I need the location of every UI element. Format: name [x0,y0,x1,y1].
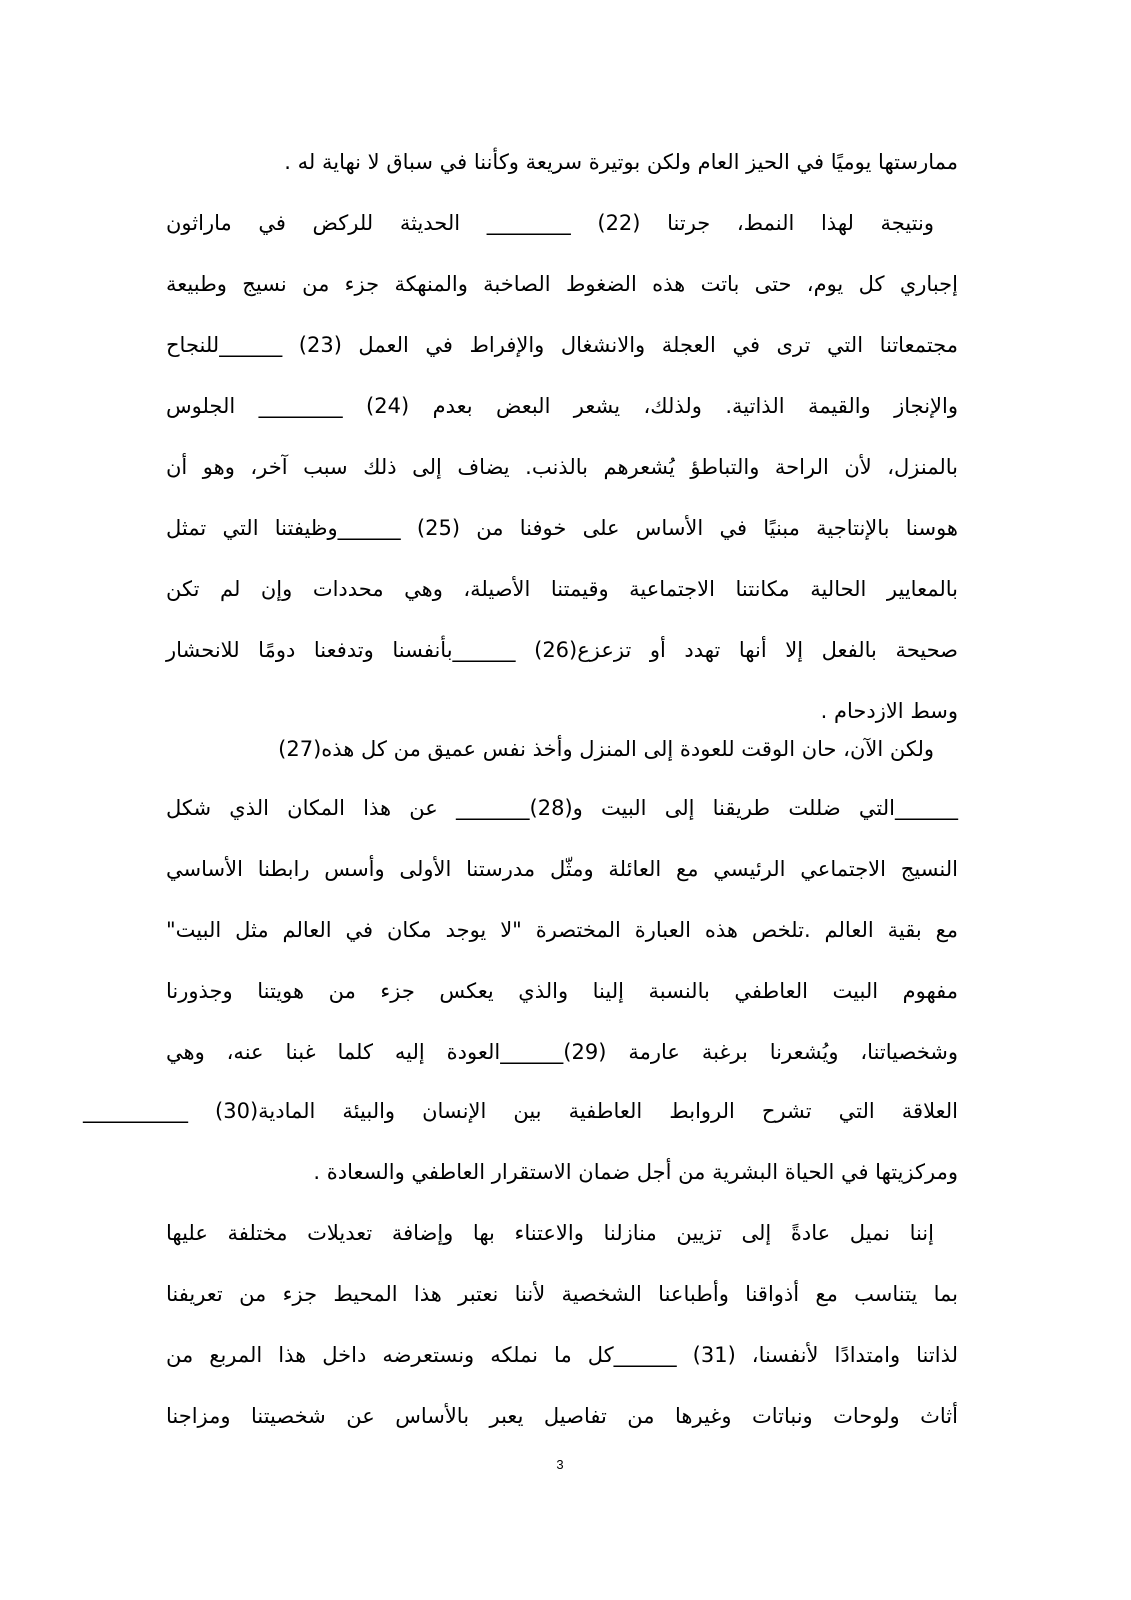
text-line-22: أثاث ولوحات ونباتات وغيرها من تفاصيل يعبر بالأساس عن شخصيتنا ومزاجنا [166,1404,958,1428]
text-line-13: النسيج الاجتماعي الرئيسي مع العائلة ومثّل مدرستنا الأولى وأسس رابطنا الأساسي [166,857,958,881]
text-line-3: إجباري كل يوم، حتى باتت هذه الضغوط الصاخبة والمنهكة جزء من نسيج وطبيعة [166,272,958,296]
text-line-8: بالمعايير الحالية مكانتنا الاجتماعية وقيمتنا الأصيلة، وهي محددات وإن لم تكن [166,577,958,601]
text-line-21: لذاتنا وامتدادًا لأنفسنا، (31) ______كل ما نملكه ونستعرضه داخل هذا المربع من [166,1343,958,1367]
text-line-17: العلاقة التي تشرح الروابط العاطفية بين الإنسان والبيئة المادية(30) __________ [83,1099,958,1123]
text-line-14: مع بقية العالم .تلخص هذه العبارة المختصرة "لا يوجد مكان في العالم مثل البيت" [166,918,958,942]
text-line-11: ولكن الآن، حان الوقت للعودة إلى المنزل وأخذ نفس عميق من كل هذه(27) [278,737,934,761]
text-line-4: مجتمعاتنا التي ترى في العجلة والانشغال والإفراط في العمل (23) ______للنجاح [166,333,958,357]
text-line-15: مفهوم البيت العاطفي بالنسبة إلينا والذي يعكس جزء من هويتنا وجذورنا [166,979,958,1003]
text-line-6: بالمنزل، لأن الراحة والتباطؤ يُشعرهم بالذنب. يضاف إلى ذلك سبب آخر، وهو أن [166,455,958,479]
text-line-7: هوسنا بالإنتاجية مبنيًا في الأساس على خوفنا من (25) ______وظيفتنا التي تمثل [166,516,958,540]
text-line-10: وسط الازدحام . [820,699,958,723]
text-line-12: ______التي ضللت طريقنا إلى البيت و(28)_______ عن هذا المكان الذي شكل [166,796,958,820]
text-line-5: والإنجاز والقيمة الذاتية. ولذلك، يشعر البعض بعدم (24) ________ الجلوس [166,394,958,418]
text-line-19: إننا نميل عادةً إلى تزيين منازلنا والاعتناء بها وإضافة تعديلات مختلفة عليها [166,1221,934,1245]
text-line-2: ونتيجة لهذا النمط، جرتنا (22) ________ الحديثة للركض في ماراثون [166,211,935,235]
page-number: 3 [556,1457,564,1472]
text-line-1: ممارستها يوميًا في الحيز العام ولكن بوتيرة سريعة وكأننا في سباق لا نهاية له . [284,150,958,174]
text-line-16: وشخصياتنا، ويُشعرنا برغبة عارمة (29)______العودة إليه كلما غبنا عنه، وهي [166,1040,958,1064]
text-line-9: صحيحة بالفعل إلا أنها تهدد أو تزعزع(26) ______بأنفسنا وتدفعنا دومًا للانحشار [166,638,959,662]
text-line-20: بما يتناسب مع أذواقنا وأطباعنا الشخصية لأننا نعتبر هذا المحيط جزء من تعريفنا [166,1282,958,1306]
text-line-18: ومركزيتها في الحياة البشرية من أجل ضمان الاستقرار العاطفي والسعادة . [313,1160,958,1184]
